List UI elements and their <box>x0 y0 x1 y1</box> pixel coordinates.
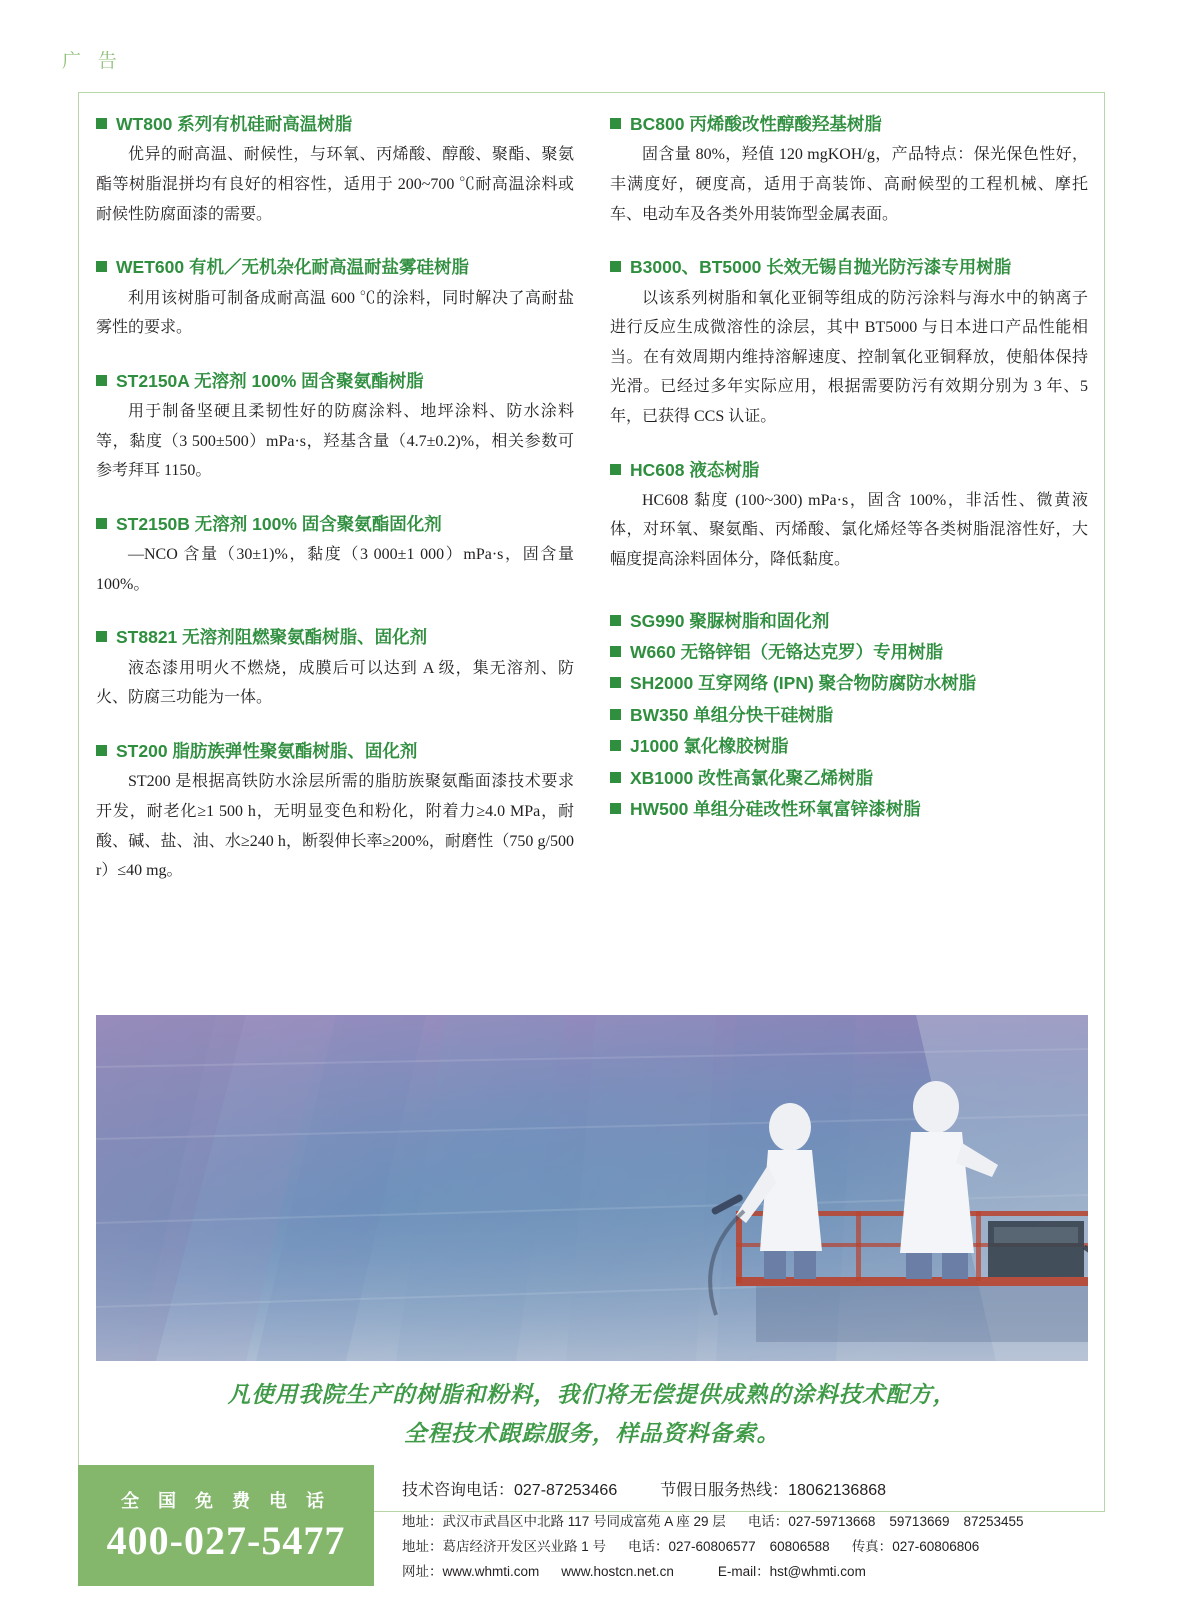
product-description: HC608 黏度 (100~300) mPa·s，固含 100%，非活性、微黄液体，对环氧、聚氨酯、丙烯酸、氯化烯烃等各类树脂混溶性好，大幅度提高涂料固体分，降低黏度。 <box>610 491 1088 569</box>
address-1-value: 武汉市武昌区中北路 117 号同成富苑 A 座 29 层 <box>442 1514 726 1529</box>
website-1[interactable]: www.whmti.com <box>442 1563 540 1579</box>
product-description: 固含量 80%，羟值 120 mgKOH/g，产品特点：保光保色性好，丰满度好，硬度高，适用于高装饰、高耐候型的工程机械、摩托车、电动车及各类外用装饰型金属表面。 <box>610 146 1088 223</box>
address-2-tel-2: 60806588 <box>769 1538 830 1554</box>
address-1-tel-label: 电话： <box>747 1514 789 1529</box>
product-block <box>610 255 1088 431</box>
square-bullet-icon <box>610 772 621 783</box>
product-title: ST8821 无溶剂阻燃聚氨酯树脂、固化剂 <box>96 625 574 650</box>
hotline-row <box>402 1477 1105 1500</box>
product-title: WT800 系列有机硅耐高温树脂 <box>96 112 574 137</box>
product-title: ST200 脂肪族弹性聚氨酯树脂、固化剂 <box>96 739 574 764</box>
contact-details <box>374 1465 1105 1586</box>
slogan <box>96 1375 1088 1454</box>
square-bullet-icon <box>610 615 621 626</box>
product-list-item: BW350 单组分快干硅树脂 <box>610 703 1088 728</box>
slogan-line-1: 凡使用我院生产的树脂和粉料，我们将无偿提供成熟的涂料技术配方， <box>227 1382 957 1407</box>
product-title: ST2150B 无溶剂 100% 固含聚氨酯固化剂 <box>96 512 574 537</box>
website-2[interactable]: www.hostcn.net.cn <box>561 1563 674 1579</box>
free-call-number[interactable]: 400-027-5477 <box>106 1518 346 1563</box>
address-1-tel: 027-59713668 <box>788 1514 876 1529</box>
square-bullet-icon <box>96 745 107 756</box>
slogan-line-2: 全程技术跟踪服务，样品资料备索。 <box>403 1421 780 1447</box>
product-block <box>96 625 574 713</box>
address-2-tel: 027-60806577 <box>668 1538 756 1554</box>
address-2-tel-label: 电话： <box>628 1538 669 1554</box>
product-block <box>610 112 1088 229</box>
square-bullet-icon <box>610 803 621 814</box>
address-1-label: 地址： <box>402 1514 443 1529</box>
square-bullet-icon <box>610 118 621 129</box>
ship-painting-photo <box>96 1015 1088 1361</box>
product-block <box>96 112 574 229</box>
product-description: 液态漆用明火不燃烧，成膜后可以达到 A 级，集无溶剂、防火、防腐三功能为一体。 <box>96 659 574 707</box>
product-description: 以该系列树脂和氧化亚铜等组成的防污涂料与海水中的钠离子进行反应生成微溶性的涂层，其中 BT5000 与日本进口产品性能相当。在有效周期内维持溶解速度、控制氧化亚铜释放，使船体保持光滑。已经过多年实际应用，根据需要防污有效期分别为 3 年、5 年，已获得 CCS 认证。 <box>610 289 1088 425</box>
product-list-item: SH2000 互穿网络 (IPN) 聚合物防腐防水树脂 <box>610 671 1088 696</box>
email-label: E-mail： <box>717 1563 770 1579</box>
square-bullet-icon <box>610 709 621 720</box>
product-block <box>96 739 574 886</box>
photo-illustration <box>96 1015 1088 1361</box>
product-name-list <box>610 609 1088 823</box>
square-bullet-icon <box>96 261 107 272</box>
square-bullet-icon <box>96 375 107 386</box>
product-block <box>96 512 574 600</box>
square-bullet-icon <box>96 118 107 129</box>
product-block <box>96 255 574 343</box>
address-row-2 <box>402 1535 1105 1560</box>
square-bullet-icon <box>610 464 621 475</box>
two-column-layout <box>96 112 1088 912</box>
product-block <box>96 369 574 486</box>
product-list-item: J1000 氯化橡胶树脂 <box>610 734 1088 759</box>
product-title: ST2150A 无溶剂 100% 固含聚氨酯树脂 <box>96 369 574 394</box>
free-call-panel <box>78 1465 374 1586</box>
product-title: BC800 丙烯酸改性醇酸羟基树脂 <box>610 112 1088 137</box>
tech-consult-phone: 技术咨询电话：027-87253466 <box>402 1482 618 1499</box>
square-bullet-icon <box>610 261 621 272</box>
product-block <box>610 458 1088 575</box>
address-2-fax-label: 传真： <box>851 1538 893 1554</box>
website-label: 网址： <box>402 1563 443 1579</box>
email-value[interactable]: hst@whmti.com <box>769 1563 866 1579</box>
ad-label: 广 告 <box>62 51 123 72</box>
free-call-label: 全 国 免 费 电 话 <box>120 1491 331 1511</box>
address-2-fax: 027-60806806 <box>892 1538 980 1554</box>
product-list-item: SG990 聚脲树脂和固化剂 <box>610 609 1088 634</box>
right-column <box>610 112 1088 912</box>
left-column <box>96 112 574 912</box>
product-title: HC608 液态树脂 <box>610 458 1088 483</box>
address-2-label: 地址： <box>402 1538 443 1554</box>
web-row <box>402 1560 1105 1585</box>
square-bullet-icon <box>96 631 107 642</box>
square-bullet-icon <box>96 518 107 529</box>
address-row-1 <box>402 1510 1105 1535</box>
product-description: ST200 是根据高铁防水涂层所需的脂肪族聚氨酯面漆技术要求开发，耐老化≥1 500 h，无明显变色和粉化，附着力≥4.0 MPa，耐酸、碱、盐、油、水≥240 h，断裂伸长率≥200%，耐磨性（750 g/500 r）≤40 mg。 <box>96 773 574 880</box>
address-1-tel-2: 59713669 <box>889 1514 950 1529</box>
square-bullet-icon <box>610 677 621 688</box>
product-list-item: W660 无铬锌铝（无铬达克罗）专用树脂 <box>610 640 1088 665</box>
product-description: —NCO 含量（30±1)%，黏度（3 000±1 000）mPa·s，固含量 100%。 <box>96 546 574 593</box>
square-bullet-icon <box>610 646 621 657</box>
holiday-hotline: 节假日服务热线：18062136868 <box>660 1482 887 1499</box>
product-list-item: XB1000 改性高氯化聚乙烯树脂 <box>610 766 1088 791</box>
footer <box>78 1465 1105 1586</box>
product-description: 利用该树脂可制备成耐高温 600 ℃的涂料，同时解决了高耐盐雾性的要求。 <box>96 289 574 337</box>
product-list-item: HW500 单组分硅改性环氧富锌漆树脂 <box>610 797 1088 822</box>
square-bullet-icon <box>610 740 621 751</box>
address-2-value: 葛店经济开发区兴业路 1 号 <box>442 1538 607 1554</box>
product-title: WET600 有机／无机杂化耐高温耐盐雾硅树脂 <box>96 255 574 280</box>
product-description: 优异的耐高温、耐候性，与环氧、丙烯酸、醇酸、聚酯、聚氨酯等树脂混拼均有良好的相容性，适用于 200~700 ℃耐高温涂料或耐候性防腐面漆的需要。 <box>96 146 574 223</box>
product-title: B3000、BT5000 长效无锡自抛光防污漆专用树脂 <box>610 255 1088 280</box>
product-description: 用于制备坚硬且柔韧性好的防腐涂料、地坪涂料、防水涂料等，黏度（3 500±500）mPa·s，羟基含量（4.7±0.2)%，相关参数可参考拜耳 1150。 <box>96 403 574 480</box>
address-1-tel-3: 87253455 <box>963 1514 1024 1529</box>
